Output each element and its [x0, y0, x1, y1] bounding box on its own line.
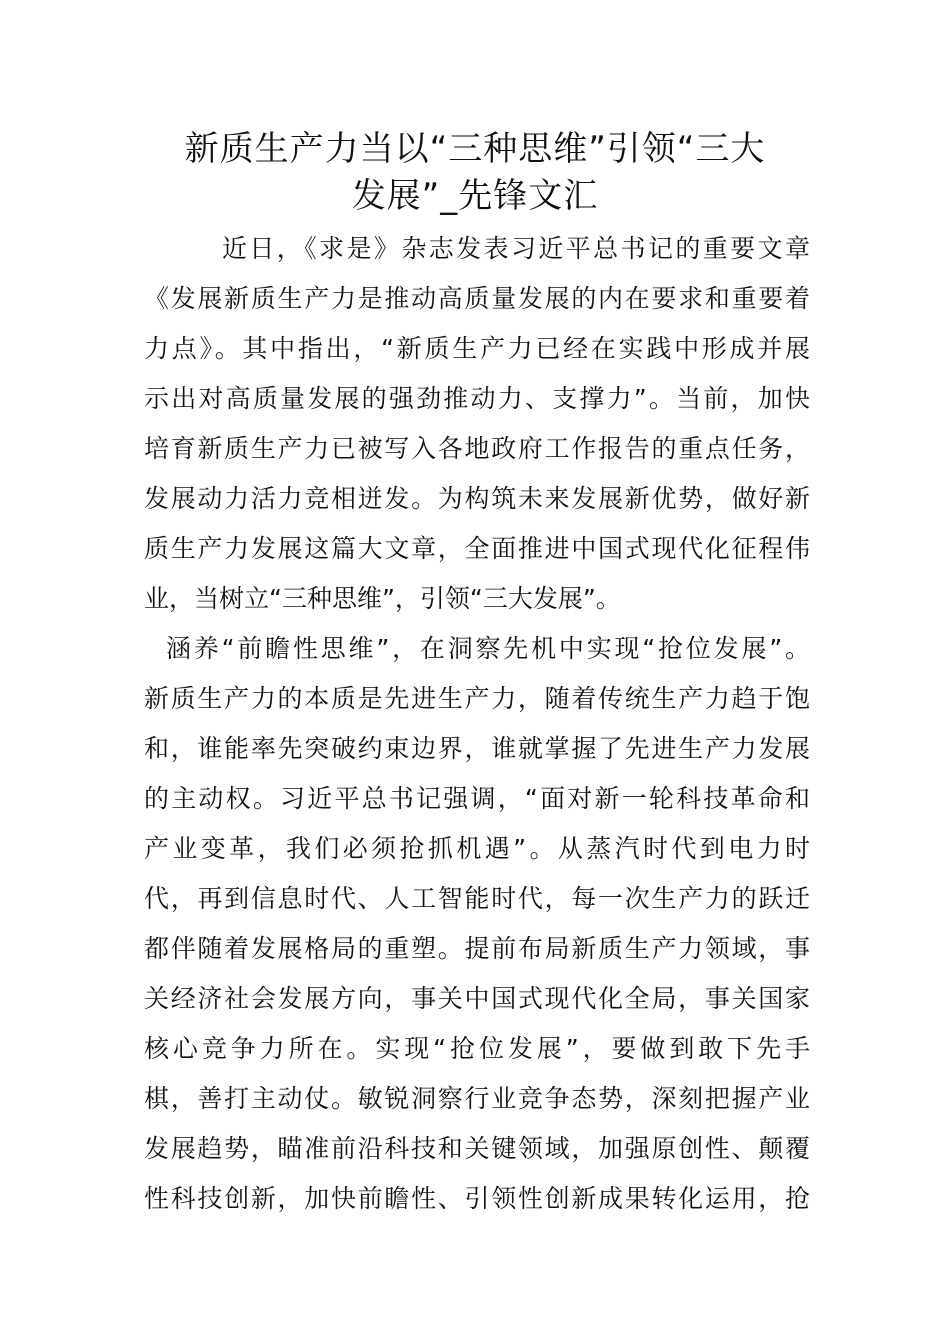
- paragraph-line: 质生产力发展这篇大文章，全面推进中国式现代化征程伟: [144, 534, 810, 563]
- paragraph-line: 都伴随着发展格局的重塑。提前布局新质生产力领域，事: [144, 934, 810, 963]
- paragraph-line: 性科技创新，加快前瞻性、引领性创新成果转化运用，抢: [144, 1184, 810, 1213]
- document-body: [144, 224, 810, 1224]
- paragraph-line: 核心竞争力所在。实现“抢位发展”，要做到敢下先手: [144, 1034, 810, 1063]
- paragraph-line: 棋，善打主动仗。敏锐洞察行业竞争态势，深刻把握产业: [144, 1084, 810, 1113]
- paragraph-line: 产业变革，我们必须抢抓机遇”。从蒸汽时代到电力时: [144, 834, 810, 863]
- paragraph-line: 的主动权。习近平总书记强调，“面对新一轮科技革命和: [144, 784, 810, 813]
- paragraph-line: 业，当树立“三种思维”，引领“三大发展”。: [144, 584, 621, 613]
- paragraph-line: 发展趋势，瞄准前沿科技和关键领域，加强原创性、颠覆: [144, 1134, 810, 1163]
- document-title: [140, 126, 810, 220]
- paragraph-line: 关经济社会发展方向，事关中国式现代化全局，事关国家: [144, 984, 810, 1013]
- paragraph-line: 培育新质生产力已被写入各地政府工作报告的重点任务，: [144, 434, 810, 463]
- paragraph-line: 示出对高质量发展的强劲推动力、支撑力”。当前，加快: [144, 384, 810, 413]
- paragraph-line: 力点》。其中指出，“新质生产力已经在实践中形成并展: [144, 334, 810, 363]
- title-line: 新质生产力当以“三种思维”引领“三大: [184, 129, 766, 169]
- paragraph-1: [144, 224, 810, 624]
- paragraph-line: 和，谁能率先突破约束边界，谁就掌握了先进生产力发展: [144, 734, 810, 763]
- title-line: 发展”_先锋文汇: [351, 176, 599, 216]
- paragraph-line: 《发展新质生产力是推动高质量发展的内在要求和重要着: [144, 284, 810, 313]
- paragraph-line: 发展动力活力竞相迸发。为构筑未来发展新优势，做好新: [144, 484, 810, 513]
- paragraph-line: 代，再到信息时代、人工智能时代，每一次生产力的跃迁: [144, 884, 810, 913]
- paragraph-line: 近日，《求是》杂志发表习近平总书记的重要文章: [222, 234, 810, 263]
- paragraph-line: 新质生产力的本质是先进生产力，随着传统生产力趋于饱: [144, 684, 810, 713]
- paragraph-line: 涵养“前瞻性思维”，在洞察先机中实现“抢位发展”。: [166, 634, 810, 663]
- paragraph-2: [144, 624, 810, 1224]
